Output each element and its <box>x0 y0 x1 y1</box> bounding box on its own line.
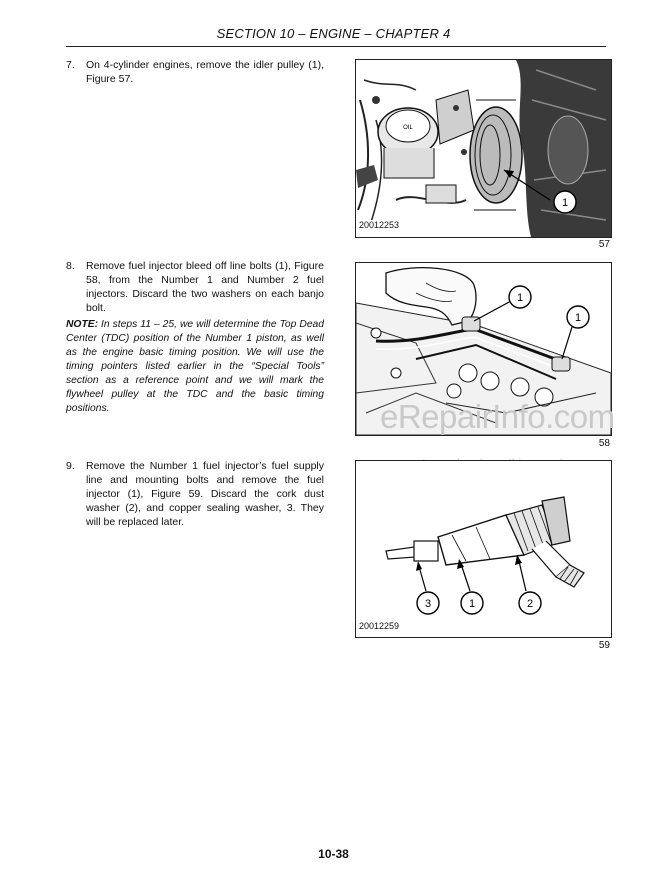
figure-number-58: 58 <box>598 438 610 449</box>
note-text: In steps 11 – 25, we will determine the Top Dead Center (TDC) position of the Number 1 piston, as well as the engine basic timing position. We will use the timing pointers listed earlier in the “Special Tools” section as a reference point and we will mark the flywheel pulley at the TDC and the basic timing positions. <box>66 319 324 414</box>
figure-number-57: 57 <box>598 239 610 250</box>
cap-decal: OIL <box>403 125 413 131</box>
step-7 <box>66 58 324 86</box>
page-number: 10-38 <box>318 847 349 861</box>
figure-id: 20012259 <box>359 621 400 631</box>
step-text: On 4-cylinder engines, remove the idler pulley (1), Figure 57. <box>86 59 324 85</box>
step-text: Remove fuel injector bleed off line bolts (1), Figure 58, from the Number 1 and Number 2 fuel injectors. Discard the two washers on each banjo bolt. <box>86 260 324 314</box>
step-number: 7. <box>66 59 75 71</box>
step-text: Remove the Number 1 fuel injector’s fuel supply line and mounting bolts and remove the fuel injector (1), Figure 59. Discard the cork dust washer (2), and copper sealing washer, 3. They will be replaced later. <box>86 460 324 528</box>
callout-1b: 1 <box>574 312 582 324</box>
figure-id: 20012253 <box>359 220 400 230</box>
step-8 <box>66 259 324 315</box>
callout-1: 1 <box>561 197 569 209</box>
watermark-site: eRepairInfo.com <box>380 398 615 435</box>
callout-2: 2 <box>526 598 534 610</box>
figure-57 <box>355 59 612 238</box>
callout-3: 3 <box>424 598 432 610</box>
engine-pulley-illustration <box>356 60 611 237</box>
header-rule <box>66 46 606 47</box>
figure-number-59: 59 <box>598 640 610 651</box>
note <box>66 318 324 416</box>
step-number: 8. <box>66 260 75 272</box>
callout-1a: 1 <box>516 292 524 304</box>
fuel-injector-illustration <box>356 461 611 637</box>
figure-59 <box>355 460 612 638</box>
note-label: NOTE: <box>66 319 99 330</box>
section-title: SECTION 10 – ENGINE – CHAPTER 4 <box>216 26 451 41</box>
callout-1: 1 <box>468 598 476 610</box>
step-number: 9. <box>66 460 75 472</box>
step-9 <box>66 459 324 529</box>
